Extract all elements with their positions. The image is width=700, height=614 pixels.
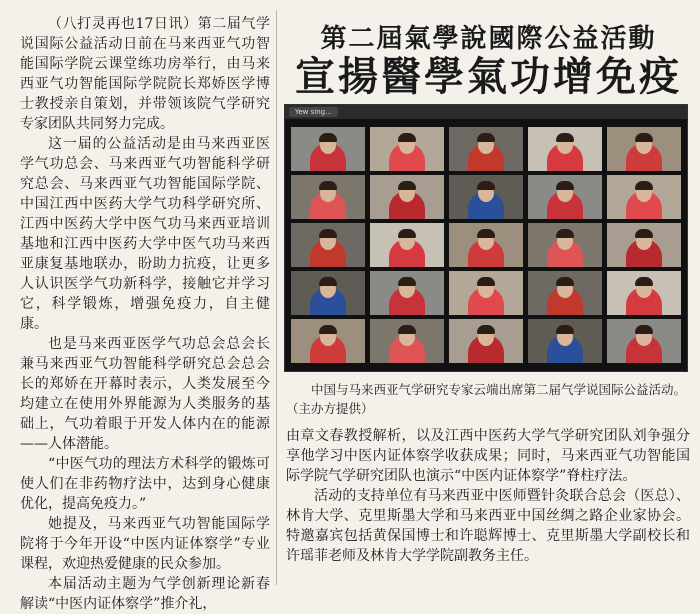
participant-tile [607, 319, 681, 363]
participant-tile [449, 175, 523, 219]
article-left-column [20, 14, 270, 614]
participant-grid [291, 127, 683, 363]
article-paragraph: 也是马来西亚医学气功总会总会长兼马来西亚气功智能科学研究总会总会长的郑娇在开幕时表示，人类发展至今均建立在使用外界能源为人类服务的基础上，气功着眼于开发人体内在的能源——人体潜能。 [20, 336, 270, 452]
participant-tile [449, 127, 523, 171]
headline-kicker: 第二屆氣學說國際公益活動 [320, 24, 657, 54]
photo-titlebar [285, 105, 687, 119]
participant-tile [449, 271, 523, 315]
photo-caption [286, 380, 690, 418]
participant-tile [528, 127, 602, 171]
article-paragraph: “中医气功的理法方术科学的锻炼可使人们在非药物疗法中，达到身心健康优化，提高免疫力。” [20, 456, 270, 512]
participant-tile [607, 271, 681, 315]
participant-tile [607, 175, 681, 219]
article-right-column [286, 426, 690, 566]
article-paragraph: 活动的支持单位有马来西亚中医师暨针灸联合总会（医总）、林肯大学、克里斯墨大学和马来西亚中国丝绸之路企业家协会。特邀嘉宾包括黄保国博士和许聪辉博士、克里斯墨大学副校长和许瑶菲老师及林肯大学学院副教务主任。 [286, 488, 690, 564]
participant-tile [449, 223, 523, 267]
article-paragraph: 这一届的公益活动是由马来西亚医学气功总会、马来西亚气功智能科学研究总会、马来西亚气功智能国际学院、中国江西中医药大学气功科学研究所、江西中医药大学中医气功马来西亚培训基地和江西中医药大学中医气功马来西亚康复基地联办，盼助力抗疫，让更多人认识医学气功新科学，接触它并学习它，科学锻炼，增强免疫力，自主健康。 [20, 136, 270, 332]
participant-tile [370, 319, 444, 363]
participant-tile [528, 175, 602, 219]
caption-text: 中国与马来西亚气学研究专家云端出席第二届气学说国际公益活动。（主办方提供） [286, 382, 687, 416]
participant-tile [291, 127, 365, 171]
participant-tile [370, 271, 444, 315]
headline-main: 宣揚醫學氣功增免疫 [295, 54, 682, 100]
participant-tile [607, 223, 681, 267]
participant-tile [291, 223, 365, 267]
participant-tile [370, 127, 444, 171]
participant-tile [607, 127, 681, 171]
participant-tile [291, 175, 365, 219]
participant-tile [370, 175, 444, 219]
participant-tile [291, 271, 365, 315]
video-call-photo [284, 104, 688, 372]
participant-tile [528, 223, 602, 267]
article-paragraph: 本届活动主题为气学创新理论新春解读“中医内证体察学”推介礼， [20, 576, 270, 612]
participant-tile [528, 319, 602, 363]
participant-tile [528, 271, 602, 315]
column-divider [276, 10, 277, 585]
photo-tab: Yew sing... [289, 107, 338, 117]
article-paragraph: 她提及，马来西亚气功智能国际学院将于今年开设“中医内证体察学”专业课程，欢迎热爱健康的民众参加。 [20, 516, 270, 572]
article-paragraph: 由章文春教授解析，以及江西中医药大学气学研究团队刘争强分享他学习中医内证体察学收获成果；同时，马来西亚气功智能国际学院气学研究团队也演示“中医内证体察学”脊柱疗法。 [286, 428, 690, 484]
participant-tile [370, 223, 444, 267]
participant-tile [291, 319, 365, 363]
article-paragraph: （八打灵再也17日讯）第二届气学说国际公益活动日前在马来西亚气功智能国际学院云课堂练功房举行，由马来西亚气功智能国际学院院长郑娇医学博士教授亲自策划，并带领该院气学研究专家团队共同努力完成。 [20, 16, 270, 132]
participant-tile [449, 319, 523, 363]
